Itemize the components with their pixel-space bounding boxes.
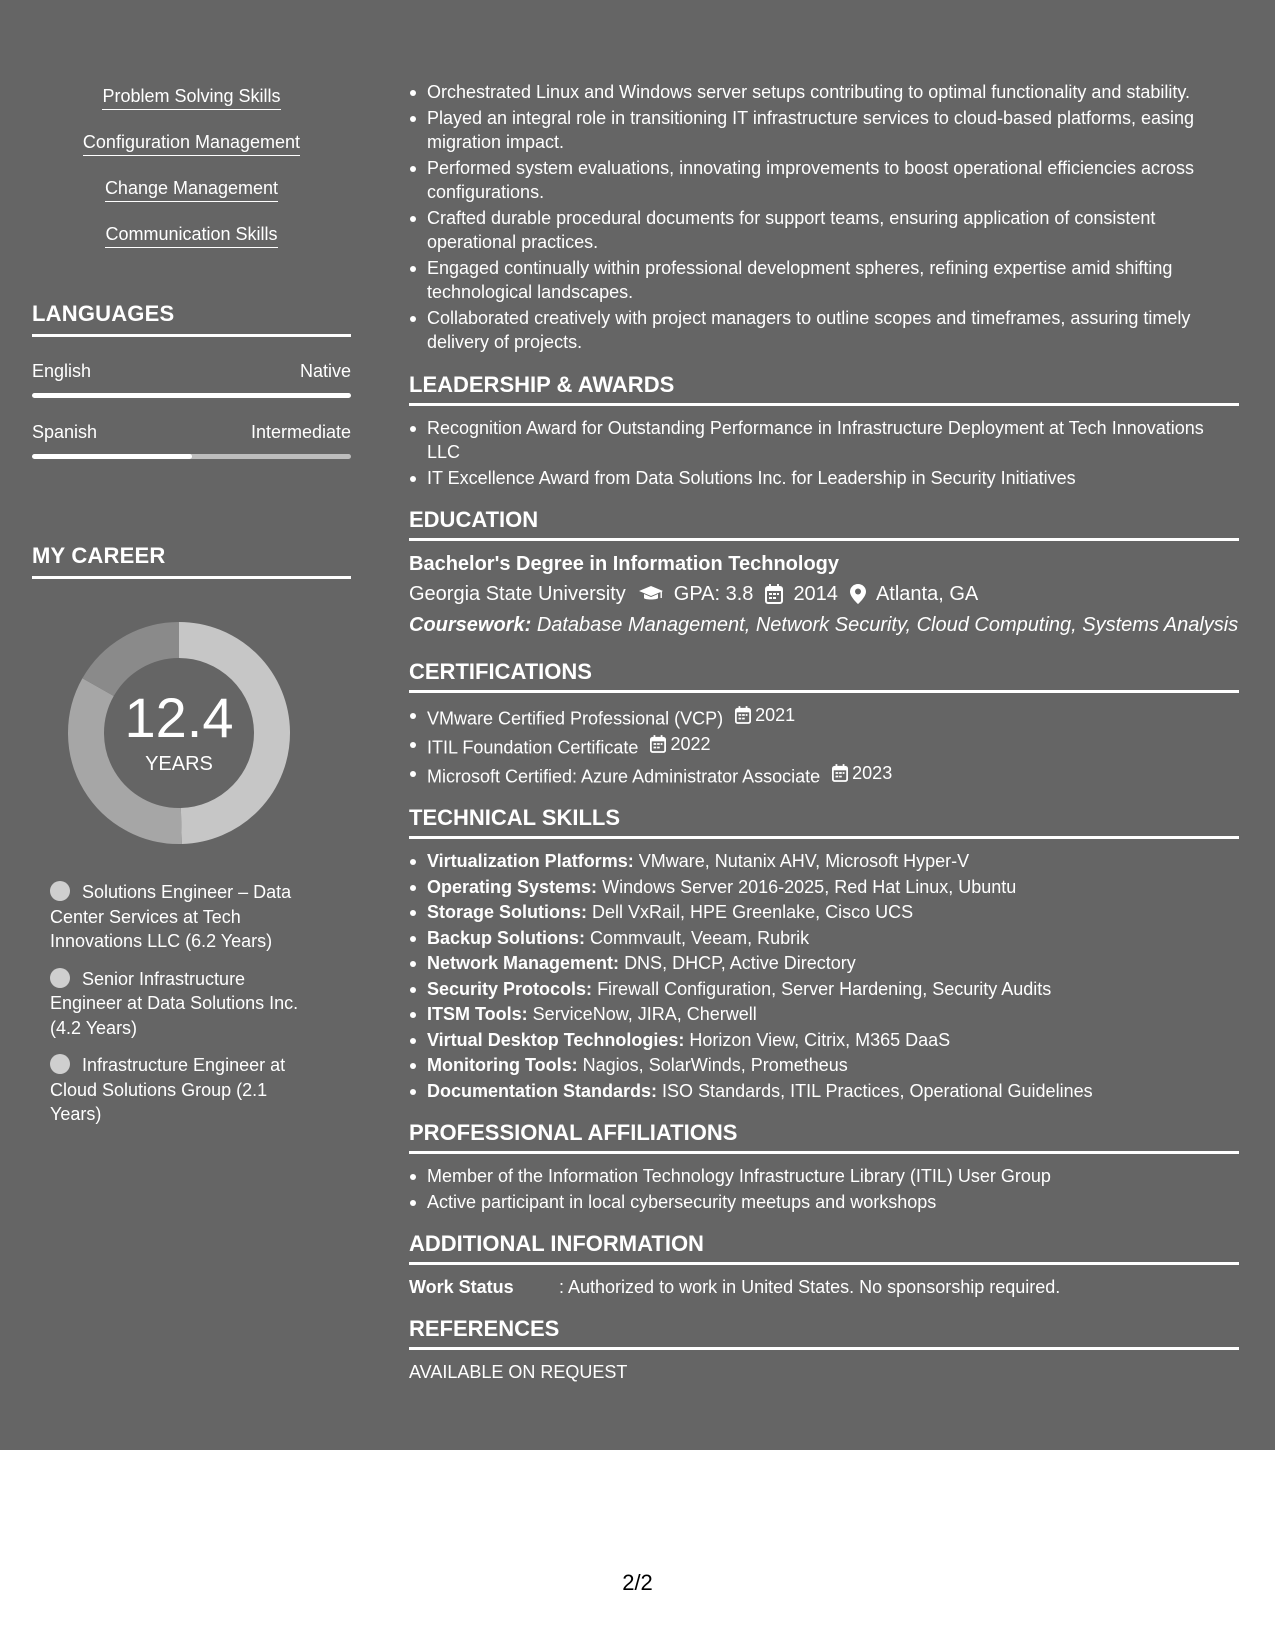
technical-skill-item	[409, 951, 1239, 976]
language-proficiency-fill	[32, 393, 351, 398]
certification-year: 2022	[670, 733, 711, 754]
technical-skill-item	[409, 977, 1239, 1002]
language-item	[32, 420, 351, 459]
career-dot-icon	[50, 1054, 70, 1074]
skill-category: Virtual Desktop Technologies:	[427, 1029, 685, 1050]
skill-category: ITSM Tools:	[427, 1004, 528, 1025]
language-proficiency-fill	[32, 454, 192, 459]
career-donut-chart	[66, 620, 292, 846]
language-proficiency-bar	[32, 454, 351, 459]
skill-values: Commvault, Veeam, Rubrik	[590, 927, 810, 948]
coursework-label: Coursework:	[409, 614, 532, 636]
degree-title: Bachelor's Degree in Information Technology	[409, 553, 840, 575]
technical-skill-item	[409, 875, 1239, 900]
language-item	[32, 359, 351, 398]
language-proficiency-bar	[32, 393, 351, 398]
education-heading: EDUCATION	[409, 506, 1239, 541]
technical-skill-item	[409, 1028, 1239, 1053]
career-dot-icon	[50, 881, 70, 901]
calendar-icon	[832, 764, 848, 782]
language-level: Native	[299, 361, 351, 381]
skill-values: VMware, Nutanix AHV, Microsoft Hyper-V	[638, 851, 970, 872]
skill-category: Storage Solutions:	[427, 902, 588, 923]
technical-skills-section	[409, 804, 1239, 1103]
career-donut-segment	[98, 640, 179, 687]
career-item-text: Infrastructure Engineer at Cloud Solutions Group (2.1 Years)	[50, 1055, 286, 1124]
skill-category: Backup Solutions:	[427, 927, 586, 948]
skill-category: Operating Systems:	[427, 876, 598, 897]
skill-values: DNS, DHCP, Active Directory	[624, 953, 856, 974]
leadership-section	[409, 371, 1239, 491]
award-item: IT Excellence Award from Data Solutions Inc. for Leadership in Security Initiatives	[409, 466, 1239, 491]
affiliations-heading: PROFESSIONAL AFFILIATIONS	[409, 1119, 1239, 1154]
education-details	[409, 581, 1239, 607]
language-level: Intermediate	[250, 422, 351, 442]
technical-skill-item	[409, 926, 1239, 951]
affiliations-section	[409, 1119, 1239, 1214]
career-heading: MY CAREER	[32, 542, 351, 579]
certifications-section	[409, 658, 1239, 788]
certifications-heading: CERTIFICATIONS	[409, 658, 1239, 693]
career-item	[50, 1053, 320, 1127]
work-status-label: Work Status	[409, 1277, 514, 1298]
skill-category: Monitoring Tools:	[427, 1055, 578, 1076]
additional-info-heading: ADDITIONAL INFORMATION	[409, 1230, 1239, 1265]
technical-skill-item	[409, 1079, 1239, 1104]
experience-bullet: Orchestrated Linux and Windows server setups contributing to optimal functionality and stability.	[409, 80, 1239, 105]
certification-name: Microsoft Certified: Azure Administrator Associate	[427, 765, 821, 786]
technical-skill-item	[409, 1053, 1239, 1078]
coursework	[409, 612, 1239, 638]
technical-skills-heading: TECHNICAL SKILLS	[409, 804, 1239, 839]
experience-bullets	[409, 80, 1239, 355]
skill-values: ServiceNow, JIRA, Cherwell	[532, 1004, 757, 1025]
technical-skill-item	[409, 849, 1239, 874]
references-heading: REFERENCES	[409, 1315, 1239, 1350]
career-item	[50, 880, 320, 954]
career-total-years: 12.4	[124, 686, 234, 749]
award-item: Recognition Award for Outstanding Performance in Infrastructure Deployment at Tech Innovations LLC	[409, 416, 1239, 465]
career-years-label: YEARS	[145, 753, 213, 775]
experience-bullet: Performed system evaluations, innovating improvements to boost operational efficiencies across configurations.	[409, 156, 1239, 205]
certification-name: VMware Certified Professional (VCP)	[427, 708, 724, 729]
career-item	[50, 967, 320, 1041]
school-name: Georgia State University	[409, 583, 626, 605]
skill-link-problem-solving[interactable]: Problem Solving Skills	[102, 84, 280, 110]
leadership-heading: LEADERSHIP & AWARDS	[409, 371, 1239, 406]
experience-bullet: Played an integral role in transitioning IT infrastructure services to cloud-based platforms, easing migration impact.	[409, 106, 1239, 155]
calendar-icon	[765, 584, 783, 604]
skill-category: Virtualization Platforms:	[427, 851, 634, 872]
affiliation-item: Active participant in local cybersecurity meetups and workshops	[409, 1190, 1239, 1215]
skill-values: Dell VxRail, HPE Greenlake, Cisco UCS	[592, 902, 914, 923]
calendar-icon	[735, 706, 751, 724]
skill-category: Security Protocols:	[427, 978, 593, 999]
certification-year: 2021	[755, 705, 796, 725]
certification-item	[409, 761, 1239, 789]
language-name: English	[32, 361, 92, 381]
technical-skill-item	[409, 900, 1239, 925]
experience-bullet: Engaged continually within professional development spheres, refining expertise amid shifting technological landscapes.	[409, 256, 1239, 305]
graduation-cap-icon	[638, 585, 664, 603]
certification-item	[409, 703, 1239, 731]
languages-heading: LANGUAGES	[32, 300, 351, 337]
certification-item	[409, 732, 1239, 760]
skill-values: Firewall Configuration, Server Hardening, Security Audits	[597, 978, 1052, 999]
skill-values: Horizon View, Citrix, M365 DaaS	[689, 1029, 951, 1050]
skill-link-configuration-management[interactable]: Configuration Management	[83, 130, 300, 156]
career-item-text: Senior Infrastructure Engineer at Data Solutions Inc. (4.2 Years)	[50, 968, 299, 1038]
references-text: AVAILABLE ON REQUEST	[409, 1362, 628, 1383]
skill-category: Network Management:	[427, 953, 620, 974]
main-content	[409, 80, 1239, 1384]
page-number: 2/2	[622, 1570, 653, 1595]
skill-link-communication[interactable]: Communication Skills	[105, 222, 277, 248]
sidebar-skills	[32, 84, 351, 268]
graduation-year: 2014	[793, 583, 838, 605]
skill-values: Windows Server 2016-2025, Red Hat Linux, Ubuntu	[602, 876, 1017, 897]
skill-values: Nagios, SolarWinds, Prometheus	[582, 1055, 848, 1076]
language-name: Spanish	[32, 422, 98, 442]
work-status-value: : Authorized to work in United States. No sponsorship required.	[559, 1277, 1061, 1298]
certification-name: ITIL Foundation Certificate	[427, 737, 639, 757]
calendar-icon	[650, 735, 666, 753]
career-list	[50, 880, 320, 1140]
education-section	[409, 506, 1239, 638]
career-item-text: Solutions Engineer – Data Center Services at Tech Innovations LLC (6.2 Years)	[50, 882, 292, 951]
technical-skill-item	[409, 1002, 1239, 1027]
coursework-list: Database Management, Network Security, Cloud Computing, Systems Analysis	[536, 614, 1239, 636]
additional-info-section	[409, 1230, 1239, 1299]
certification-year: 2023	[852, 762, 893, 783]
location-pin-icon	[850, 584, 866, 604]
location: Atlanta, GA	[875, 583, 979, 605]
references-section	[409, 1315, 1239, 1384]
experience-bullet: Crafted durable procedural documents for support teams, ensuring application of consistent operational practices.	[409, 206, 1239, 255]
career-dot-icon	[50, 968, 70, 988]
career-section	[32, 542, 351, 1124]
skill-link-change-management[interactable]: Change Management	[105, 176, 278, 202]
gpa: GPA: 3.8	[673, 583, 754, 605]
affiliation-item: Member of the Information Technology Infrastructure Library (ITIL) User Group	[409, 1164, 1239, 1189]
experience-bullet: Collaborated creatively with project managers to outline scopes and timeframes, assuring timely delivery of projects.	[409, 306, 1239, 355]
languages-section	[32, 300, 351, 459]
skill-values: ISO Standards, ITIL Practices, Operational Guidelines	[662, 1080, 1093, 1101]
skill-category: Documentation Standards:	[427, 1080, 658, 1101]
